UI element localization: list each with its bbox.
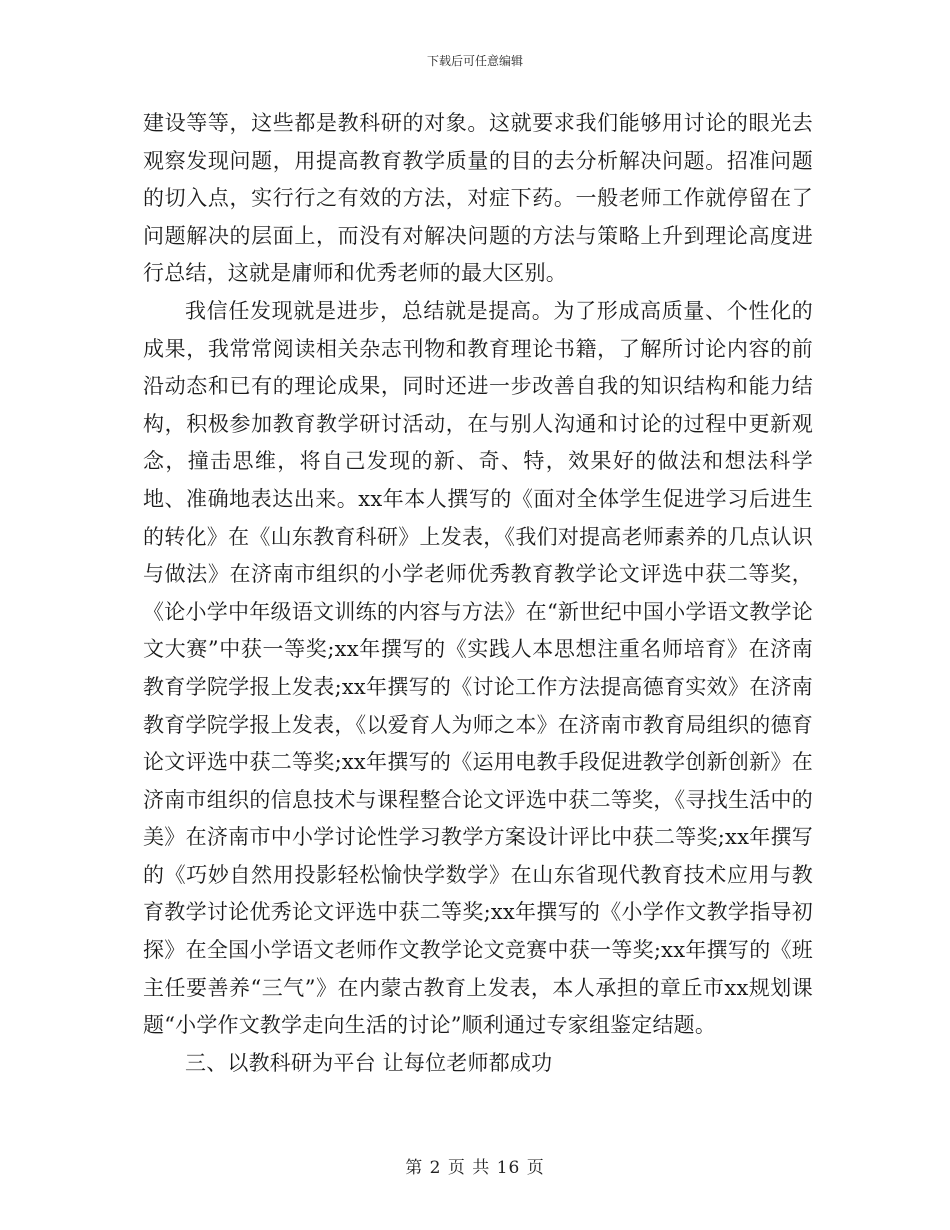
document-body <box>143 105 813 1082</box>
paragraph-achievements: 我信任发现就是进步，总结就是提高。为了形成高质量、个性化的成果，我常常阅读相关杂志刊物和教育理论书籍，了解所讨论内容的前沿动态和已有的理论成果，同时还进一步改善自我的知识结构和能力结构，积极参加教育教学研讨活动，在与别人沟通和讨论的过程中更新观念，撞击思维，将自己发现的新、奇、特，效果好的做法和想法科学地、准确地表达出来。xx年本人撰写的《面对全体学生促进学习后进生的转化》在《山东教育科研》上发表，《我们对提高老师素养的几点认识与做法》在济南市组织的小学老师优秀教育教学论文评选中获二等奖，《论小学中年级语文训练的内容与方法》在“新世纪中国小学语文教学论文大赛”中获一等奖;xx年撰写的《实践人本思想注重名师培育》在济南教育学院学报上发表;xx年撰写的《讨论工作方法提高德育实效》在济南教育学院学报上发表，《以爱育人为师之本》在济南市教育局组织的德育论文评选中获二等奖;xx年撰写的《运用电教手段促进教学创新创新》在济南市组织的信息技术与课程整合论文评选中获二等奖，《寻找生活中的美》在济南市中小学讨论性学习教学方案设计评比中获二等奖;xx年撰写的《巧妙自然用投影轻松愉快学数学》在山东省现代教育技术应用与教育教学讨论优秀论文评选中获二等奖;xx年撰写的《小学作文教学指导初探》在全国小学语文老师作文教学论文竞赛中获一等奖;xx年撰写的《班主任要善养“三气”》在内蒙古教育上发表，本人承担的章丘市xx规划课题“小学作文教学走向生活的讨论”顺利通过专家组鉴定结题。 <box>143 298 813 1038</box>
page-number: 第 2 页 共 16 页 <box>405 1158 545 1178</box>
page-header: 下载后可任意编辑 <box>426 54 523 68</box>
paragraph-continued: 建设等等，这些都是教科研的对象。这就要求我们能够用讨论的眼光去观察发现问题，用提高教育教学质量的目的去分析解决问题。招准问题的切入点，实行行之有效的方法，对症下药。一般老师工作就停留在了问题解决的层面上，而没有对解决问题的方法与策略上升到理论高度进行总结，这就是庸师和优秀老师的最大区别。 <box>143 111 813 286</box>
section-heading: 三、以教科研为平台 让每位老师都成功 <box>185 1050 553 1075</box>
